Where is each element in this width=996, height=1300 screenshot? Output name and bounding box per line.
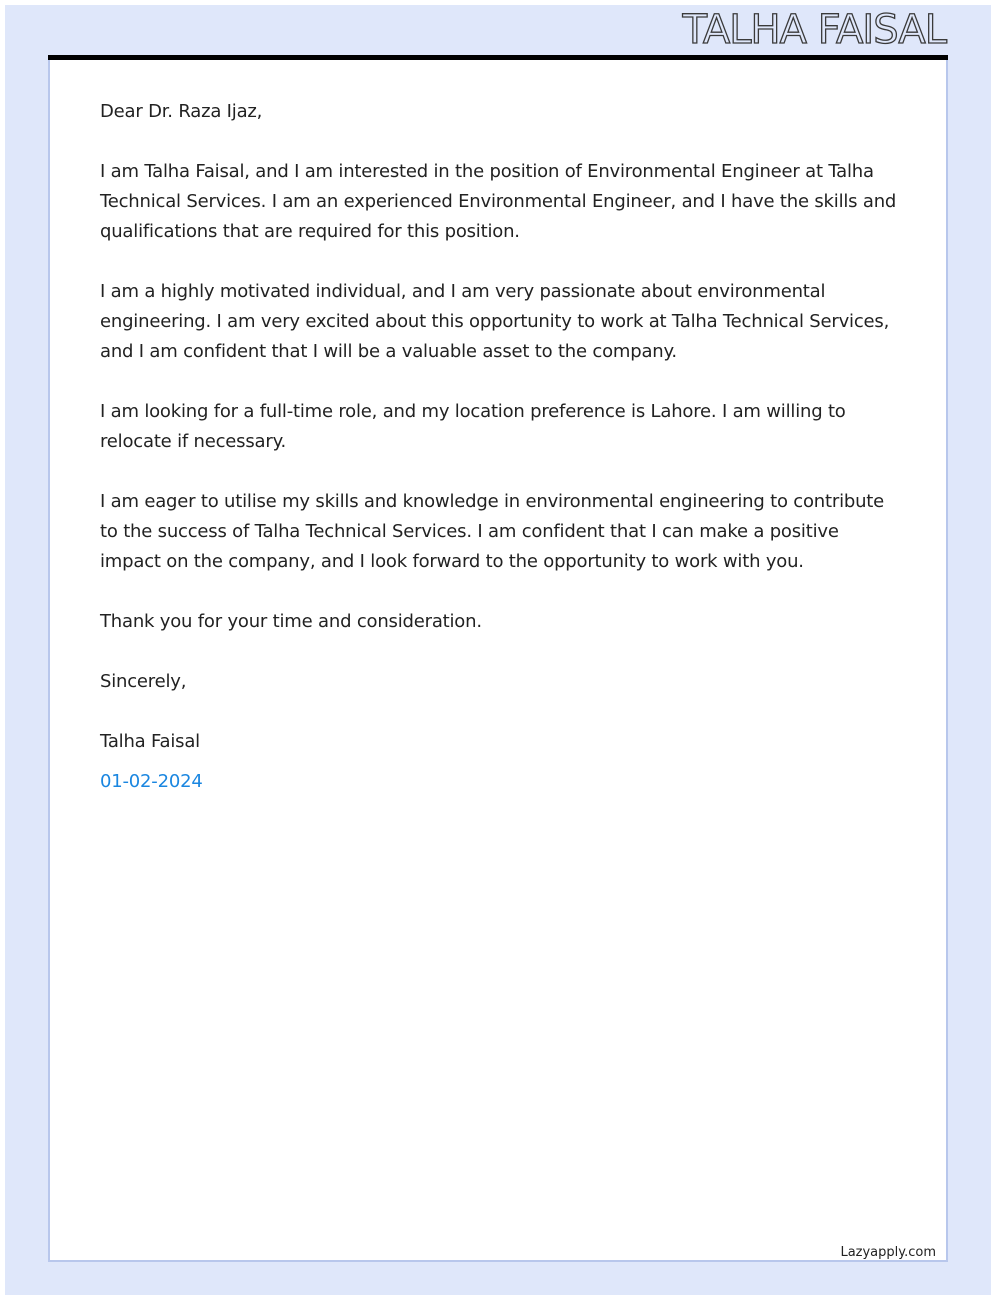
salutation: Dear Dr. Raza Ijaz, <box>100 101 263 122</box>
paragraph-thanks: Thank you for your time and consideration. <box>100 611 482 632</box>
paragraph-contribution: I am eager to utilise my skills and knowledge in environmental engineering to contribute to the success of Talha Technical Services. I am confident that I can make a positive impact on the company, and I look forward to the opportunity to work with you. <box>100 491 885 572</box>
paragraph-motivation: I am a highly motivated individual, and I am very passionate about environmental engineering. I am very excited about this opportunity to work at Talha Technical Services, and I am confident that I will be a valuable asset to the company. <box>100 281 890 362</box>
signer-name: Talha Faisal <box>100 731 200 752</box>
letter-date: 01-02-2024 <box>100 771 203 792</box>
paragraph-intro: I am Talha Faisal, and I am interested in the position of Environmental Engineer at Talha Technical Services. I am an experienced Environmental Engineer, and I have the skills and qualifications that are required for this position. <box>100 161 897 242</box>
cover-letter-body <box>100 97 900 797</box>
applicant-name-header: TALHA FAISAL <box>682 7 946 53</box>
footer-brand: Lazyapply.com <box>840 1245 936 1260</box>
paragraph-location: I am looking for a full-time role, and my location preference is Lahore. I am willing to relocate if necessary. <box>100 401 846 452</box>
closing: Sincerely, <box>100 671 187 692</box>
